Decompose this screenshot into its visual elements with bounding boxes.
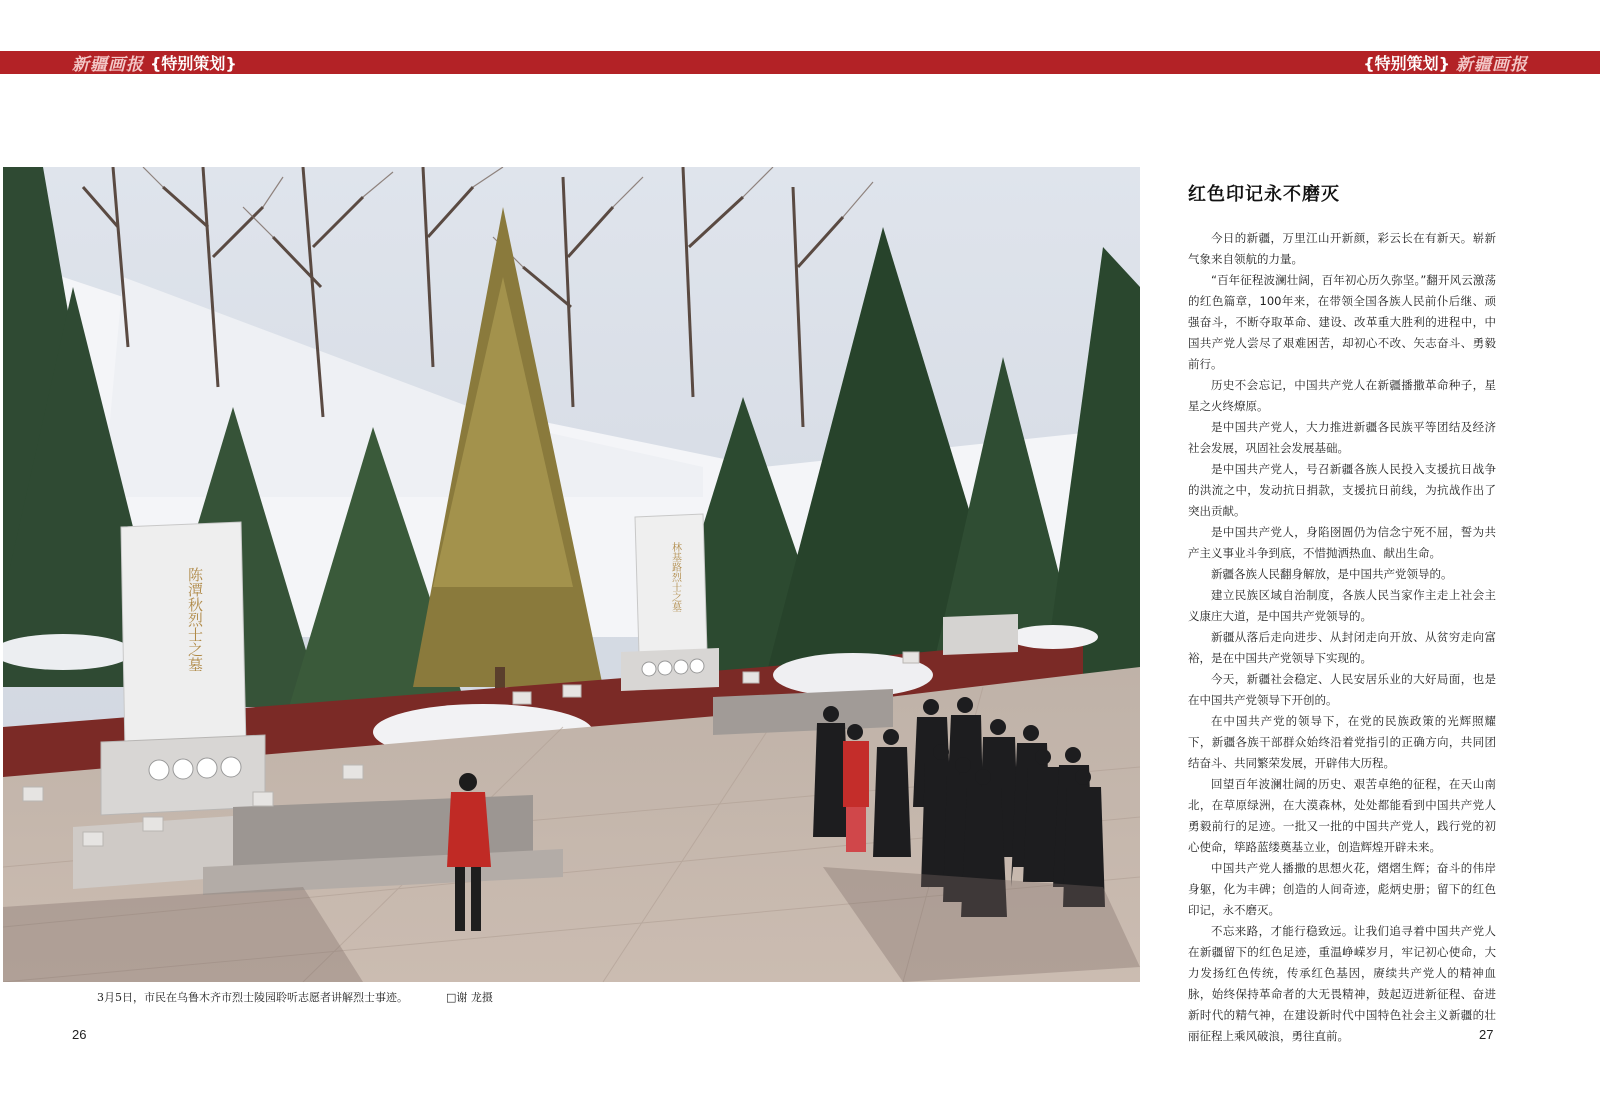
monument-left-inscription: 陈潭秋烈士之墓 (186, 567, 204, 672)
paragraph: 新疆从落后走向进步、从封闭走向开放、从贫穷走向富裕，是在中国共产党领导下实现的。 (1188, 630, 1496, 665)
caption-text: 3月5日，市民在乌鲁木齐市烈士陵园聆听志愿者讲解烈士事迹。 (97, 991, 408, 1004)
section-label-right: {特别策划} (1363, 54, 1450, 73)
paragraph: 今天，新疆社会稳定、人民安居乐业的大好局面，也是在中国共产党领导下开创的。 (1188, 672, 1496, 707)
monument-right-inscription: 林基路烈士之墓 (669, 542, 681, 612)
article-title: 红色印记永不磨灭 (1188, 184, 1340, 205)
header-bar (0, 51, 1600, 74)
paragraph: 在中国共产党的领导下，在党的民族政策的光辉照耀下，新疆各族干部群众始终沿着党指引的正确方向，共同团结奋斗、共同繁荣发展，开辟伟大历程。 (1188, 714, 1496, 770)
masthead-logo-left: 新疆画报 (72, 55, 144, 75)
memorial-photo (3, 167, 1140, 982)
paragraph: 建立民族区域自治制度，各族人民当家作主走上社会主义康庄大道，是中国共产党领导的。 (1188, 588, 1496, 623)
section-label-left: {特别策划} (150, 54, 237, 73)
header-right (1363, 51, 1528, 74)
paragraph: 中国共产党人播撒的思想火花，熠熠生辉；奋斗的伟岸身躯，化为丰碑；创造的人间奇迹，彪炳史册；留下的红色印记，永不磨灭。 (1188, 861, 1496, 917)
paragraph: 是中国共产党人，大力推进新疆各民族平等团结及经济社会发展，巩固社会发展基础。 (1188, 420, 1496, 455)
paragraph: 历史不会忘记，中国共产党人在新疆播撒革命种子，星星之火终燎原。 (1188, 378, 1496, 413)
page-number-right: 27 (1479, 1027, 1494, 1042)
photo-credit: □谢 龙摄 (446, 991, 493, 1004)
paragraph: 新疆各族人民翻身解放，是中国共产党领导的。 (1211, 567, 1453, 581)
paragraph: 是中国共产党人，号召新疆各族人民投入支援抗日战争的洪流之中，发动抗日捐款，支援抗日前线，为抗战作出了突出贡献。 (1188, 462, 1496, 518)
paragraph: “百年征程波澜壮阔，百年初心历久弥坚。”翻开风云激荡的红色篇章，100年来，在带领全国各族人民前仆后继、顽强奋斗，不断夺取革命、建设、改革重大胜利的进程中，中国共产党人尝尽了艰难困苦，却初心不改、矢志奋斗、勇毅前行。 (1188, 273, 1496, 371)
paragraph: 不忘来路，才能行稳致远。让我们追寻着中国共产党人在新疆留下的红色足迹，重温峥嵘岁月，牢记初心使命，大力发扬红色传统，传承红色基因，赓续共产党人的精神血脉，始终保持革命者的大无畏精神，鼓起迈进新征程、奋进新时代的精气神，在建设新时代中国特色社会主义新疆的壮丽征程上乘风破浪，勇往直前。 (1188, 924, 1496, 1043)
paragraph: 是中国共产党人，身陷囹圄仍为信念宁死不屈，誓为共产主义事业斗争到底，不惜抛洒热血、献出生命。 (1188, 525, 1496, 560)
masthead-logo-right: 新疆画报 (1456, 55, 1528, 75)
page-number-left: 26 (72, 1027, 87, 1042)
photo-caption (97, 989, 493, 1005)
paragraph: 回望百年波澜壮阔的历史、艰苦卓绝的征程，在天山南北，在草原绿洲，在大漠森林，处处都能看到中国共产党人勇毅前行的足迹。一批又一批的中国共产党人，践行党的初心使命，筚路蓝缕奠基立业，创造辉煌开辟未来。 (1188, 777, 1496, 854)
header-left (72, 51, 237, 74)
paragraph: 今日的新疆，万里江山开新颜，彩云长在有新天。崭新气象来自领航的力量。 (1188, 231, 1496, 266)
article (1188, 180, 1496, 1047)
